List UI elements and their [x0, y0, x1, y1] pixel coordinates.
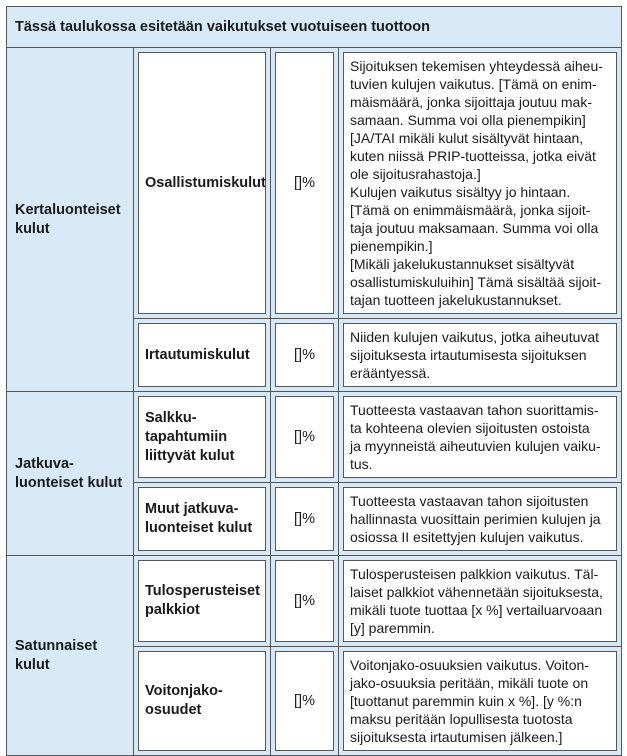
row-description-entry-costs: Sijoituksen tekemisen yhteydessä aiheu- tuvien kulujen vaikutus. [Tämä on enim- mäismäärä, jonka sijoittaja joutuu mak- samaan. Summa voi olla pienempikin] [JA/TAI mikäli kulut sisältyvät hintaan, kuten niissä PRIP-tuotteissa, jotka eivät ole sijoitusrahastoja.] Kulujen vaikutus sisältyy jo hintaan. [Tämä on enimmäismäärä, jonka sijoit- taja joutuu maksamaan. Summa voi olla pienempikin.] [Mikäli jakelukustannukset sisältyvät osallistumiskuluihin] Tämä sisältää sijoit- tajan tuotteen jakelukustannukset. — [343, 52, 617, 314]
row-value-performance-fees: []% — [275, 560, 334, 642]
category-label: Satunnaiset kulut — [15, 637, 98, 673]
category-incidental-costs — [7, 556, 134, 756]
category-one-time-costs — [7, 48, 134, 392]
category-label: Jatkuva-luonteiset kulut — [15, 455, 123, 491]
row-description-other-ongoing-costs: Tuotteesta vastaavan tahon sijoitusten hallinnasta vuosittain perimien kulujen ja osiossa II esitettyjen kulujen vaikutus. — [343, 487, 617, 551]
row-description-exit-costs: Niiden kulujen vaikutus, jotka aiheutuvat sijoituksesta irtautumisesta sijoituksen erääntyessä. — [343, 323, 617, 387]
table-row — [7, 556, 622, 647]
row-description-carried-interests: Voitonjako-osuuksien vaikutus. Voiton- jako-osuuksia peritään, mikäli tuote on [tuottanut paremmin kuin x %]. [y %:n maksu peritään lopullisesta tuotosta sijoituksesta irtautumisen jälkeen.] — [343, 651, 617, 751]
row-value-other-ongoing-costs: []% — [275, 487, 334, 551]
category-label: Kertaluonteiset kulut — [15, 201, 121, 237]
row-label-portfolio-transaction-costs: Salkku-tapahtumiin liittyvät kulut — [138, 396, 266, 478]
row-value-exit-costs: []% — [275, 323, 334, 387]
table-row — [7, 392, 622, 483]
row-description-portfolio-transaction-costs: Tuotteesta vastaavan tahon suorittamis- ta kohteena olevien sijoitusten ostoista ja myynneistä aiheutuvien kulujen vaiku- tus. — [343, 396, 617, 478]
category-ongoing-costs — [7, 392, 134, 556]
row-label-carried-interests: Voitonjako-osuudet — [138, 651, 266, 751]
row-description-performance-fees: Tulosperusteisen palkkion vaikutus. Täl- laiset palkkiot vähennetään sijoituksesta, mikäli tuote tuottaa [x %] vertailuarvoaan [y] paremmin. — [343, 560, 617, 642]
table-header: Tässä taulukossa esitetään vaikutukset vuotuiseen tuottoon — [7, 7, 622, 48]
row-value-entry-costs: []% — [275, 52, 334, 314]
row-label-performance-fees: Tulosperusteiset palkkiot — [138, 560, 266, 642]
cost-impact-table — [6, 6, 622, 756]
row-value-portfolio-transaction-costs: []% — [275, 396, 334, 478]
row-label-exit-costs: Irtautumiskulut — [138, 323, 266, 387]
row-label-entry-costs: Osallistumiskulut — [138, 52, 266, 314]
row-value-carried-interests: []% — [275, 651, 334, 751]
table-row — [7, 48, 622, 319]
row-label-other-ongoing-costs: Muut jatkuva-luonteiset kulut — [138, 487, 266, 551]
